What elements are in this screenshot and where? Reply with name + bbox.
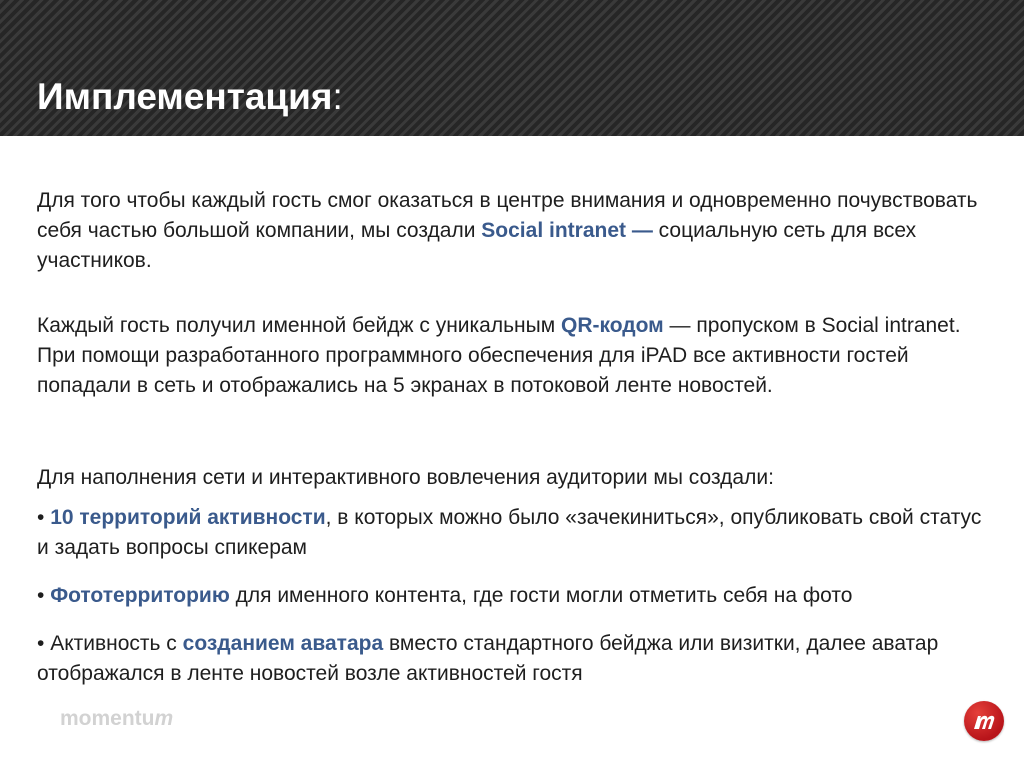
- header-bar: [0, 0, 1024, 136]
- bullet-item: [37, 503, 987, 563]
- bullet-item: [37, 629, 987, 689]
- paragraph-list-intro: Для наполнения сети и интерактивного вовлечения аудитории мы создали:: [37, 466, 774, 489]
- bullet-marker: •: [37, 584, 51, 607]
- bullet-text: Активность с: [50, 632, 183, 655]
- highlight-qr-code: QR-кодом: [561, 314, 664, 337]
- logo-text-italic: m: [154, 707, 174, 730]
- paragraph-intro: [37, 186, 987, 276]
- bullet-text: вместо стандартного бейджа или визитки, далее аватар отображался в ленте новостей возле активностей гостя: [37, 632, 939, 685]
- paragraph-text: Для того чтобы каждый гость смог оказаться в центре внимания и одновременно почувствовать себя частью большой компании, мы создали: [37, 189, 978, 242]
- paragraph-text: социальную сеть для всех участников.: [37, 219, 917, 272]
- bullet-marker: •: [37, 632, 51, 655]
- title-text: Имплементация: [37, 76, 333, 117]
- highlight-social-intranet: Social intranet —: [481, 219, 653, 242]
- bullet-marker: •: [37, 506, 51, 529]
- title-colon: :: [332, 76, 343, 117]
- highlight-avatar: созданием аватара: [182, 632, 384, 655]
- bullet-item: [37, 581, 852, 611]
- paragraph-qr: [37, 311, 987, 401]
- slide-title: [37, 74, 343, 120]
- bullet-text: для именного контента, где гости могли отметить себя на фото: [229, 584, 853, 607]
- highlight-activity-zones: 10 территорий активности: [50, 506, 326, 529]
- logo-text: momentu: [60, 707, 155, 730]
- bullet-text: , в которых можно было «зачекиниться», опубликовать свой статус и задать вопросы спикерам: [37, 506, 982, 559]
- highlight-photo-zone: Фототерриторию: [50, 584, 230, 607]
- momentum-m-logo-icon: [964, 701, 1004, 741]
- paragraph-text: Каждый гость получил именной бейдж с уникальным: [37, 314, 562, 337]
- paragraph-text: — пропуском в Social intranet. При помощи разработанного программного обеспечения для iPAD все активности гостей попадали в сеть и отображались на 5 экранах в потоковой ленте новостей.: [37, 314, 961, 397]
- momentum-logo: [60, 707, 173, 731]
